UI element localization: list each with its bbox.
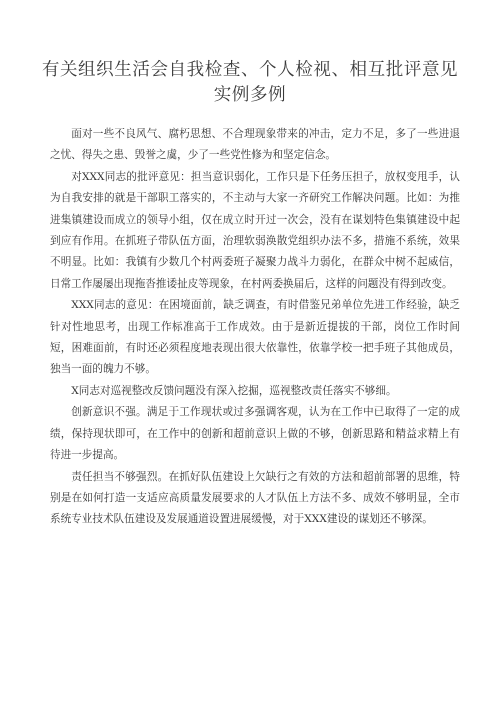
- paragraph: 责任担当不够强烈。在抓好队伍建设上欠缺行之有效的方法和超前部署的思维，特别是在如何打造一支适应高质量发展要求的人才队伍上方法不多、成效不够明显，全市系统专业技术队伍建设及发展通道设置进展缓慢，对于XXX建设的谋划还不够深。: [50, 470, 460, 526]
- paragraph: X同志对巡视整改反馈问题没有深入挖掘，巡视整改责任落实不够细。: [71, 384, 397, 397]
- paragraph: 对XXX同志的批评意见：担当意识弱化，工作只是下任务压担子，放权变甩手，认为自我安排的就是干部职工落实的，不主动与大家一齐研究工作解决问题。比如：为推进集镇建设而成立的领导小组，仅在成立时开过一次会，没有在谋划特色集镇建设中起到应有作用。在抓班子带队伍方面，治理软弱涣散党组织办法不多，措施不系统，效果不明显。比如：我镇有少数几个村两委班子凝聚力战斗力弱化，在群众中树不起威信，日常工作屡屡出现拖沓推诿扯皮等现象，在村两委换届后，这样的问题没有得到改变。: [50, 170, 460, 290]
- document-title: 有关组织生活会自我检查、个人检视、相互批评意见实例多例: [41, 60, 459, 105]
- paragraph: 面对一些不良风气、腐朽思想、不合理现象带来的冲击，定力不足，多了一些进退之忧、得失之患、毁誉之虞，少了一些党性修为和坚定信念。: [50, 128, 460, 162]
- document-body: [50, 124, 460, 531]
- paragraph: XXX同志的意见：在困境面前，缺乏调查，有时借鉴兄弟单位先进工作经验，缺乏针对性地思考，出现工作标准高于工作成效。由于是新近提拔的干部，岗位工作时间短，困难面前，有时还必须程度地表现出很大依靠性，依靠学校一把手班子其他成员，独当一面的魄力不够。: [50, 299, 460, 376]
- paragraph: 创新意识不强。满足于工作现状或过多强调客观，认为在工作中已取得了一定的成绩，保持现状即可，在工作中的创新和超前意识上做的不够，创新思路和精益求精上有待进一步提高。: [50, 406, 460, 462]
